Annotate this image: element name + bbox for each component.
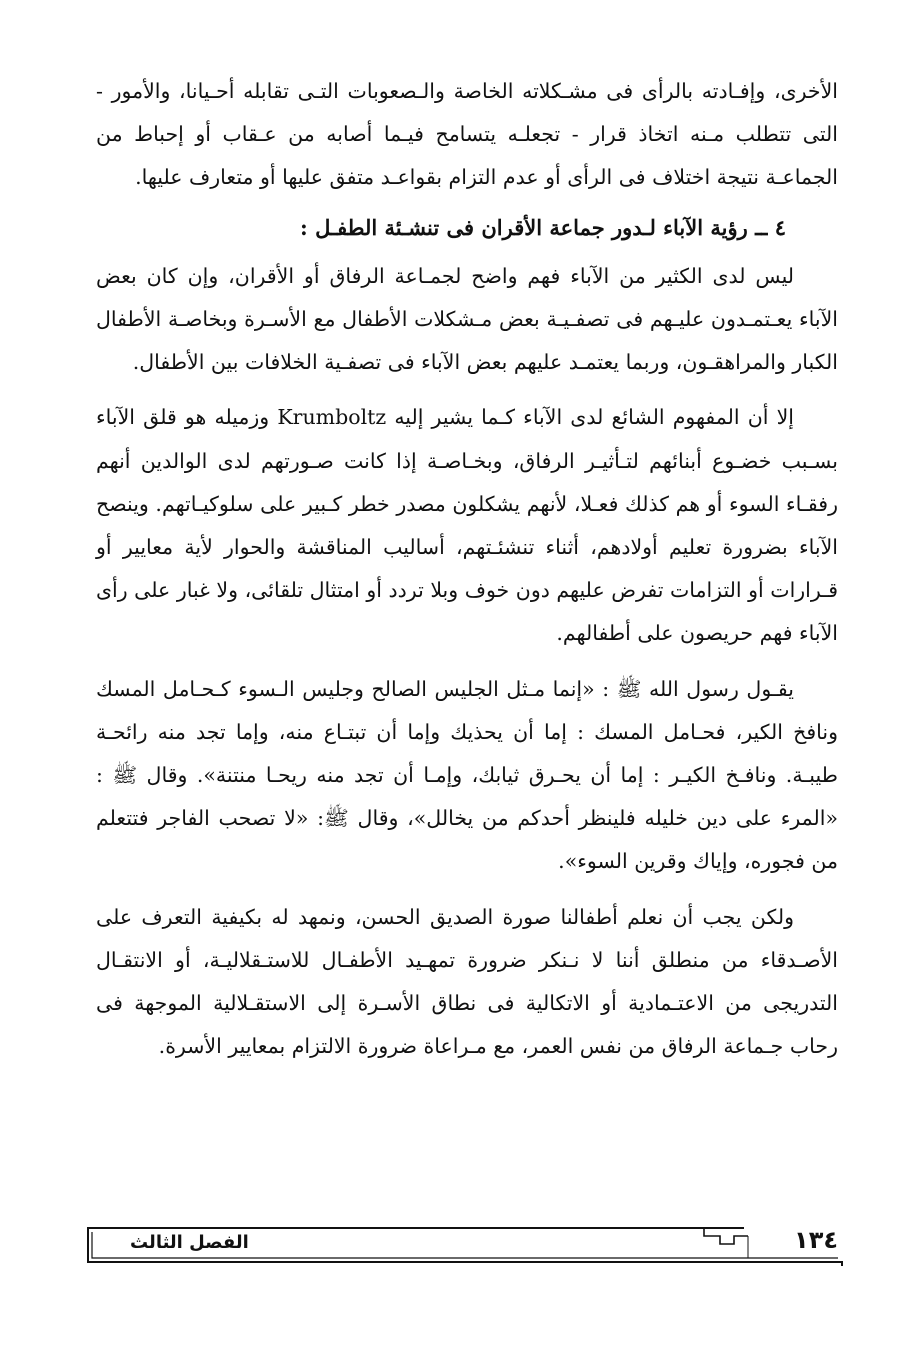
paragraph-continuation: الأخرى، وإفـادته بالرأى فى مشـكلاته الخاصة والـصعوبات التـى تقابله أحـيانا، والأمور - التى تتطلب مـنه اتخاذ قرار - تجعلـه يتسامح فيـما أصابه من عـقاب أو إحباط من الجماعـة نتيجة اختلاف فى الرأى أو عدم التزام بقواعـد متفق عليها أو متعارف عليها. (96, 79, 838, 190)
page-number: ١٣٤ (794, 1226, 838, 1254)
section-heading: ٤ ــ رؤية الآباء لـدور جماعة الأقران فى تنشـئة الطفـل : (300, 214, 786, 240)
paragraph-krumboltz (96, 396, 838, 655)
paragraph-krumboltz-rest: وزميله هو قلق الآباء بسـبب خضـوع أبنائهم لتـأثيـر الرفاق، وبخـاصـة إذا كانت صـورتهم لدى الوالدين أنهم رفقـاء السوء أو هم كذلك فعـلا، لأنهم يشكلون مصدر خطر كـبير على سلوكيـاتهم. وينصح الآباء بضرورة تعليم أولادهم، أثناء تنشئـتهم، أساليب المناقشة والحوار لأية معايير أو قـرارات أو التزامات تفرض عليهم دون خوف وبلا تردد أو امتثال تلقائى، ولا غبار على رأى الآباء فهم حريصون على أطفالهم. (96, 405, 838, 646)
page-body (96, 70, 838, 1080)
author-name: Krumboltz (277, 405, 387, 430)
chapter-label: الفصل الثالث (130, 1232, 249, 1253)
paragraph-krumboltz-start: إلا أن المفهوم الشائع لدى الآباء كـما يشير إليه (394, 405, 794, 430)
paragraph-parents-view: ليس لدى الكثير من الآباء فهم واضح لجمـاعة الرفاق أو الأقران، وإن كان بعض الآباء يعـتمـدون عليـهم فى تصفـيـة بعض مـشكلات الأطفال مع الأسـرة وبخاصـة الأطفال الكبار والمراهقـون، وربما يعتمـد عليهم بعض الآباء فى تصفـية الخلافات بين الأطفال. (96, 263, 838, 375)
paragraph-hadith: يقـول رسول الله ﷺ : «إنما مـثل الجليس الصالح وجليس الـسوء كـحـامل المسك ونافخ الكير، فحـامل المسك : إما أن يحذيك وإما أن تبتـاع منه، وإما تجد منه رائحـة طيبـة. ونافـخ الكيـر : إما أن يحـرق ثيابك، وإمـا أن تجد منه ريحـا منتنة». وقال ﷺ : «المرء على دين خليله فلينظر أحدكم من يخالل»، وقال ﷺ: «لا تصحب الفاجر فتتعلم من فجوره، وإياك وقرين السوء». (96, 676, 838, 874)
paragraph-conclusion: ولكن يجب أن نعلم أطفالنا صورة الصديق الحسن، ونمهد له بكيفية التعرف على الأصـدقاء من منطلق أننا لا نـنكر ضرورة تمهـيد الأطفـال للاستـقلاليـة، أو الانتقـال التدريجى من الاعتـمادية أو الاتكالية فى نطاق الأسـرة إلى الاستقـلالية الموجهة فى رحاب جـماعة الرفاق من نفس العمر، مع مـراعاة ضرورة الالتزام بمعايير الأسرة. (96, 904, 838, 1059)
page-footer (84, 1222, 846, 1266)
